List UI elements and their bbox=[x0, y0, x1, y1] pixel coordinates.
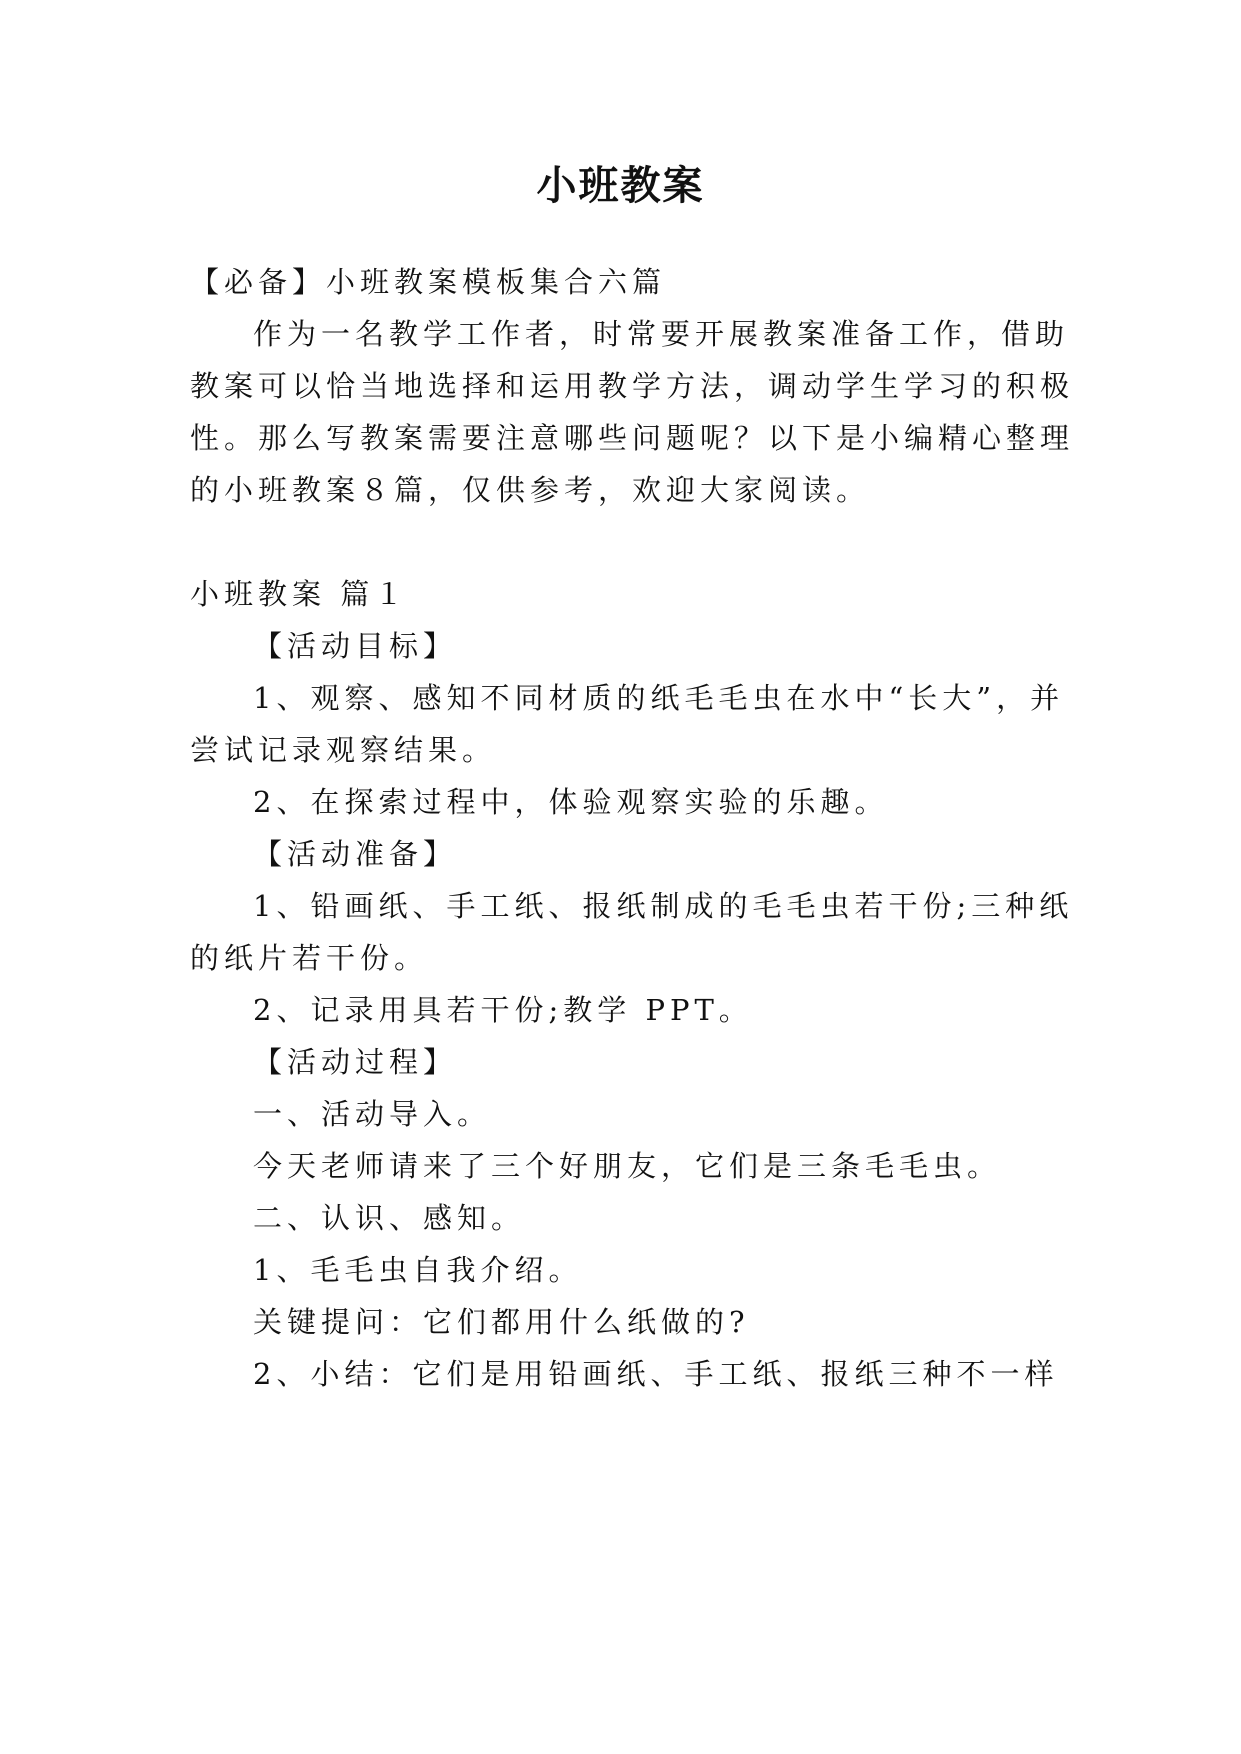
intro-line: 教案可以恰当地选择和运用教学方法，调动学生学习的积极 bbox=[190, 369, 1075, 403]
activity-process-heading: 【活动过程】 bbox=[253, 1045, 458, 1079]
body-line: 2、记录用具若干份;教学 PPT。 bbox=[253, 993, 753, 1027]
body-line: 1、铅画纸、手工纸、报纸制成的毛毛虫若干份;三种纸 bbox=[253, 889, 1074, 923]
body-line: 今天老师请来了三个好朋友，它们是三条毛毛虫。 bbox=[253, 1149, 1002, 1183]
intro-line: 性。那么写教案需要注意哪些问题呢？以下是小编精心整理 bbox=[190, 421, 1075, 455]
body-line: 2、小结：它们是用铅画纸、手工纸、报纸三种不一样 bbox=[253, 1357, 1059, 1391]
activity-prep-heading: 【活动准备】 bbox=[253, 837, 458, 871]
activity-goals-heading: 【活动目标】 bbox=[253, 629, 458, 663]
section-heading: 小班教案 篇１ bbox=[190, 577, 409, 611]
body-line: 的纸片若干份。 bbox=[190, 941, 429, 975]
body-line: 1、毛毛虫自我介绍。 bbox=[253, 1253, 583, 1287]
body-line: 尝试记录观察结果。 bbox=[190, 733, 497, 767]
body-line: 1、观察、感知不同材质的纸毛毛虫在水中“长大”，并 bbox=[253, 681, 1065, 715]
document-subtitle: 【必备】小班教案模板集合六篇 bbox=[190, 265, 667, 299]
body-line: 一、活动导入。 bbox=[253, 1097, 492, 1131]
intro-line: 作为一名教学工作者，时常要开展教案准备工作，借助 bbox=[253, 317, 1070, 351]
intro-line: 的小班教案８篇，仅供参考，欢迎大家阅读。 bbox=[190, 473, 871, 507]
document-title: 小班教案 bbox=[536, 163, 705, 209]
body-line: 2、在探索过程中，体验观察实验的乐趣。 bbox=[253, 785, 889, 819]
body-line: 二、认识、感知。 bbox=[253, 1201, 526, 1235]
body-line: 关键提问：它们都用什么纸做的? bbox=[253, 1305, 750, 1339]
